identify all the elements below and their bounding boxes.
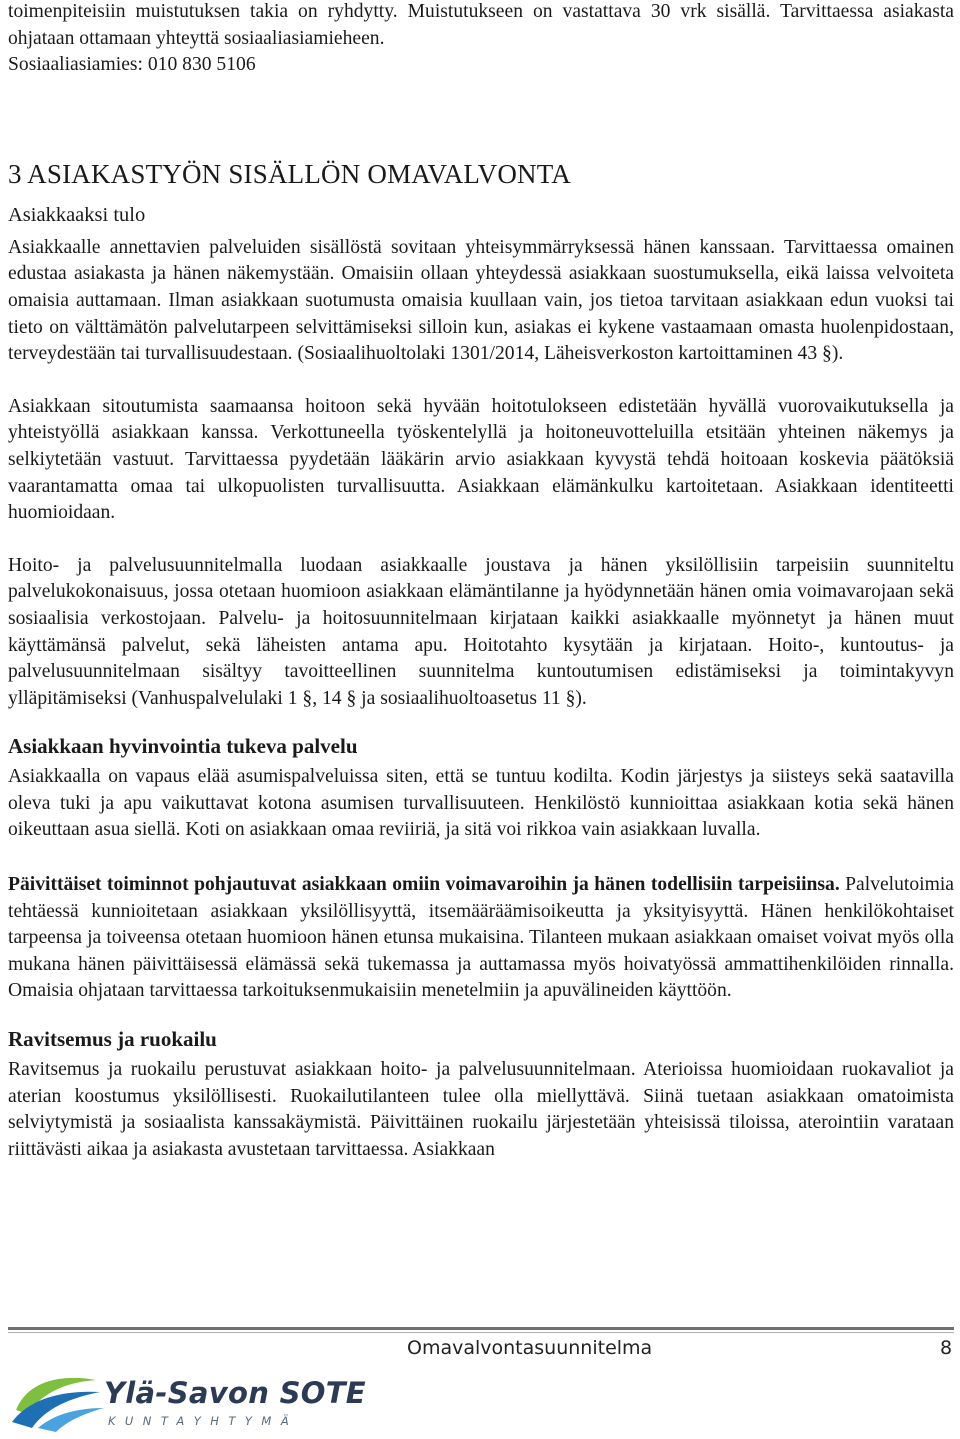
paragraph: Ravitsemus ja ruokailu perustuvat asiakkaan hoito- ja palvelusuunnitelmaan. Aterioissa huomioidaan ruokavaliot ja aterian koostumus yksilöllisesti. Ruokailutilanteen tulee olla miellyttävä. Siinä tuetaan asiakkaan omatoimista selviytymistä ja sosiaalista kanssakäymistä. Päivittäinen ruokailu järjestetään yhteisissä tiloissa, aterointiin varataan riittävästi aikaa ja asiakasta avustetaan tarvittaessa. Asiakkaan [8, 1059, 954, 1160]
logo-text: Ylä-Savon SOTE [104, 1376, 366, 1410]
contact-line: Sosiaaliasiamies: 010 830 5106 [8, 54, 256, 76]
footer-title: Omavalvontasuunnitelma [407, 1337, 653, 1359]
paragraph: Asiakkaan sitoutumista saamaansa hoitoon sekä hyvään hoitotulokseen edistetään hyvällä vuorovaikutuksella ja yhteistyöllä asiakkaan kanssa. Verkottuneella työskentelyllä ja hoitoneuvotteluilla etsitään yhteinen näkemys ja selkiytetään vastuut. Tarvittaessa pyydetään lääkärin arvio asiakkaan kyvystä tehdä hoitoaan koskevia päätöksiä vaarantamatta omaa tai ulkopuolisten turvallisuutta. Asiakkaan elämänkulku kartoitetaan. Asiakkaan identiteetti huomioidaan. [8, 395, 954, 524]
paragraph: Hoito- ja palvelusuunnitelmalla luodaan asiakkaalle joustava ja hänen yksilöllisiin tarpeisiin suunniteltu palvelukokonaisuus, jossa otetaan huomioon asiakkaan elämäntilanne ja hyödynnetään hänen omia voimavarojaan sekä sosiaalisia verkostojaan. Palvelu- ja hoitosuunnitelmaan kirjataan kaikki asiakkaalle myönnetyt ja hänen muut käyttämänsä palvelut, sekä läheisten antama apu. Hoitotahto kysytään ja kirjataan. Hoito-, kuntoutus- ja palvelusuunnitelmaan sisältyy tavoitteellinen suunnitelma kuntoutumisen edistämiseksi ja toimintakyvyn ylläpitämiseksi (Vanhuspalvelulaki 1 §, 14 § ja sosiaalihuoltoasetus 11 §). [8, 554, 954, 709]
paragraph: Asiakkaalla on vapaus elää asumispalveluissa siten, että se tuntuu kodilta. Kodin järjestys ja siisteys sekä saatavilla oleva tuki ja apu vaikuttavat kotona asumisen turvallisuuteen. Henkilöstö kunnioittaa asiakkaan kotia sekä hänen oikeuttaan asua siellä. Koti on asiakkaan omaa reviiriä, ja sitä voi rikkoa vain asiakkaan luvalla. [8, 766, 954, 841]
intro-paragraph: toimenpiteisiin muistutuksen takia on ryhdytty. Muistutukseen on vastattava 30 vrk sisällä. Tarvittaessa asiakasta ohjataan ottamaan yhteyttä sosiaaliasiamieheen. [8, 1, 954, 49]
paragraph [8, 872, 954, 1005]
logo-subtext: KUNTAYHTYMÄ [108, 1414, 299, 1428]
logo-mark-icon [12, 1378, 104, 1432]
paragraph: Asiakkaalle annettavien palveluiden sisällöstä sovitaan yhteisymmärryksessä hänen kanssaan. Tarvittaessa omainen edustaa asiakasta ja hänen näkemystään. Omaisiin ollaan yhteydessä asiakkaan suostumuksella, eikä laissa velvoiteta omaisia auttamaan. Ilman asiakkaan suotumusta omaisia kuullaan vain, jos tietoa tarvitaan asiakkaan edun vuoksi tai tieto on välttämätön palvelutarpeen selvittämiseksi silloin kun, asiakas ei kykene vastaamaan omasta huolenpidostaan, terveydestään tai turvallisuudestaan. (Sosiaalihuoltolaki 1301/2014, Läheisverkoston kartoittaminen 43 §). [8, 236, 954, 365]
subsection-title-hyvinvointi: Asiakkaan hyvinvointia tukeva palvelu [8, 734, 358, 759]
document-page [8, 0, 954, 1163]
page-number: 8 [940, 1337, 953, 1359]
bold-lead-sentence: Päivittäiset toiminnot pohjautuvat asiakkaan omiin voimavaroihin ja hänen todellisiin tarpeisiinsa. [8, 874, 840, 896]
footer-rule-thin [8, 1332, 954, 1333]
subsection-title-ravitsemus: Ravitsemus ja ruokailu [8, 1027, 217, 1052]
subsection-title-asiakkaaksi-tulo: Asiakkaaksi tulo [8, 203, 146, 226]
section-title: 3 ASIAKASTYÖN SISÄLLÖN OMAVALVONTA [8, 158, 571, 189]
paragraph-body: Palvelutoimia tehtäessä kunnioitetaan asiakkaan yksilöllisyyttä, itsemääräämisoikeutta ja yksityisyyttä. Hänen henkilökohtaiset tarpeensa ja toiveensa otetaan huomioon hänen etunsa mukaisina. Tilanteen mukaan asiakkaan omaiset voivat myös olla mukana hänen päivittäisessä elämässä sekä tukemassa ja auttamassa myös hoivatyössä ammattihenkilöiden rinnalla. Omaisia ohjataan tarvittaessa tarkoituksenmukaisiin menetelmiin ja apuvälineiden käyttöön. [8, 874, 954, 1002]
footer-rule [8, 1327, 954, 1330]
